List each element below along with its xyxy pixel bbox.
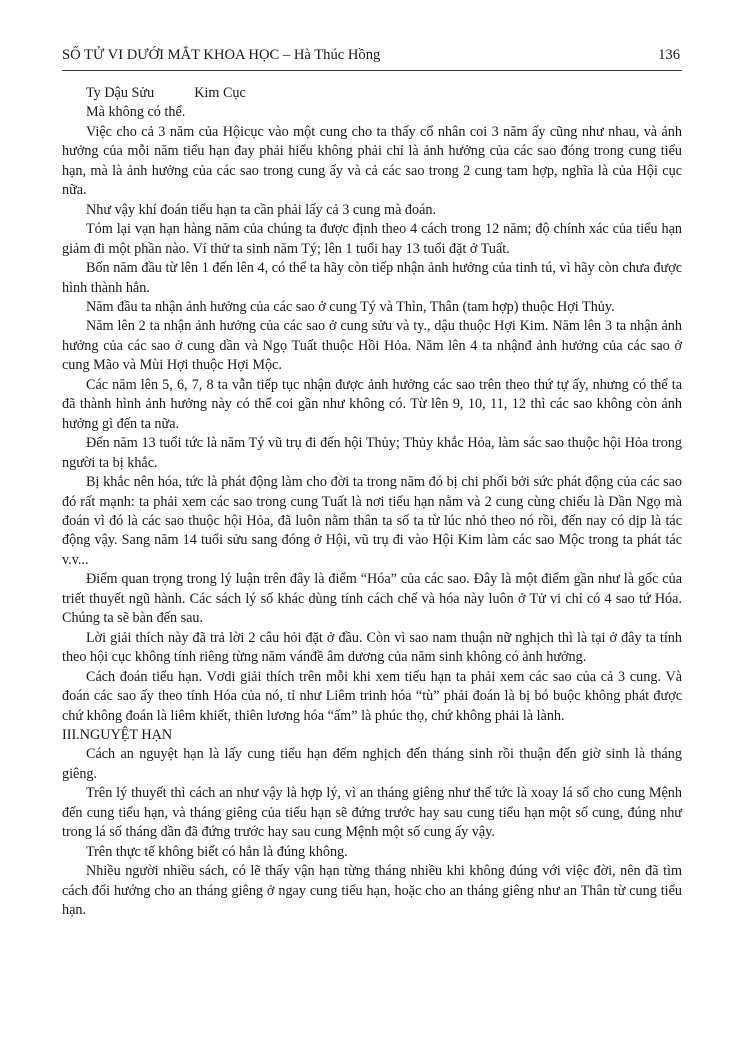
paragraph: Việc cho cả 3 năm của Hộicục vào một cung cho ta thấy cổ nhân coi 3 năm ấy cũng như nhau, và ảnh hưởng của mỗi năm tiểu hạn đay phải hiểu không phải chỉ là ảnh hưởng của các sao đóng trong cung tiểu hạn, mà là ảnh hưởng của các sao trong cung ấy và cả các sao trong 2 cung tam hợp, nghĩa là của Hội cục nữa. xyxy=(62,123,682,199)
paragraph: Mà không có thể. xyxy=(86,104,186,121)
paragraph: Nhiều người nhiều sách, có lẽ thấy vận hạn từng tháng nhiều khi không đúng với việc đời, nên đã tìm cách đổi hướng cho an tháng giêng ở ngay cung tiểu hạn, hoặc cho an tháng giêng như an Thân từ cung tiểu hạn. xyxy=(62,863,682,919)
paragraph: Lời giải thích này đã trả lời 2 câu hỏi đặt ở đầu. Còn vì sao nam thuận nữ nghịch thì là tại ở đây ta tính theo hội cục không tính riêng từng năm vánđề âm dương của năm sinh không có ảnh hưởng. xyxy=(62,629,682,666)
paragraph: Đến năm 13 tuổi tức là năm Tý vũ trụ đi đến hội Thủy; Thủy khắc Hỏa, làm sác sao thuộc hội Hỏa trong người ta bị khắc. xyxy=(62,435,682,471)
page-header xyxy=(62,44,682,71)
paragraph: Điểm quan trọng trong lý luận trên đây là điểm “Hóa” của các sao. Đây là một điểm gần như là gốc của triết thuyết ngũ hành. Các sách lý số khác dùng tính cách chế và hóa này luôn ở Tử vi chỉ có 4 sao tứ Hóa. Chúng ta sẽ bàn đến sau. xyxy=(62,571,682,627)
paragraph: Năm đầu ta nhận ảnh hưởng của các sao ở cung Tý và Thìn, Thân (tam hợp) thuộc Hợi Thủy. xyxy=(86,298,615,315)
first-line xyxy=(62,84,682,103)
paragraph: Tóm lại vạn hạn hàng năm của chúng ta được định theo 4 cách trong 12 năm; độ chính xác của tiểu hạn giảm đi một phần nào. Ví thử ta sinh năm Tý; lên 1 tuổi hay 13 tuổi đặt ở Tuất. xyxy=(62,221,682,257)
paragraph: Bị khắc nên hóa, tức là phát động làm cho đời ta trong năm đó bị chi phối bởi sức phát động của các sao đó rất mạnh: ta phải xem các sao trong cung Tuất là nơi tiểu hạn nằm và 2 cung cùng chiếu là Dần Ngọ mà đoán vì đó là các sao thuộc hội Hỏa, đã luôn nằm thân ta số ta từ lúc nhỏ theo nó rồi, đến nay có dịp là tác động vậy. Sang năm 14 tuổi sửu sang đóng ở Hội, vũ trụ đi vào Hội Kim làm các sao Mộc trong ta phát tác v.v... xyxy=(62,474,682,568)
page-number: 136 xyxy=(658,47,680,63)
paragraph: Như vậy khí đoán tiểu hạn ta cần phải lấy cả 3 cung mà đoán. xyxy=(86,201,437,218)
page-body xyxy=(62,84,682,920)
first-line-right: Kim Cục xyxy=(194,85,246,101)
paragraph: Trên thực tế không biết có hẳn là đúng không. xyxy=(86,843,348,860)
paragraph: Trên lý thuyết thì cách an như vậy là hợp lý, vì an tháng giêng như thế tức là xoay lá số cho cung Mệnh đến cung tiểu hạn, và tháng giêng của tiểu hạn sẽ đứng trước hay sau cung tiểu hạn một số cung, đúng như trong lá số tháng dần đã đứng trước hay sau cung Mệnh một số cung ấy vậy. xyxy=(62,785,682,841)
running-title: SỐ TỬ VI DƯỚI MẮT KHOA HỌC – Hà Thúc Hồng xyxy=(62,47,381,63)
paragraph: Các năm lên 5, 6, 7, 8 ta vẫn tiếp tục nhận được ảnh hưởng các sao trên theo thứ tự ấy, nhưng có thể ta đã thành hình ảnh hưởng này có thể coi gần như không có. Từ lên 9, 10, 11, 12 thì các sao không còn ảnh hưởng gì đến ta nữa. xyxy=(62,376,682,432)
paragraph: Cách đoán tiểu hạn. Vơdi giải thích trên mỗi khi xem tiểu hạn ta phải xem các sao của cả 3 cung. Và đoán các sao ấy theo tính Hóa của nó, tỉ như Liêm trinh hóa “tù” phải đoán là bị bó buộc không phát được chứ không đoán là liêm khiết, thiên lương hóa “ấm” là phúc thọ, chứ không phải là lành. xyxy=(62,668,682,724)
paragraph: Cách an nguyệt hạn là lấy cung tiểu hạn đếm nghịch đến tháng sinh rồi thuận đến giờ sinh là tháng giêng. xyxy=(62,746,682,782)
section-heading: III.NGUYỆT HẠN xyxy=(62,726,173,743)
first-line-left: Ty Dậu Sửu xyxy=(86,85,155,101)
paragraph: Năm lên 2 ta nhận ảnh hưởng của các sao ở cung sửu và ty., dậu thuộc Hợi Kim. Năm lên 3 ta nhận ảnh hưởng của các sao ở cung dần và Ngọ Tuất thuộc Hồi Hỏa. Năm lên 4 ta nhậnđ ảnh hưởng của các sao ở cung Mão và Mùi Hợi thuộc Hợi Mộc. xyxy=(62,318,682,374)
paragraph: Bốn năm đầu từ lên 1 đến lên 4, có thể ta hãy còn tiếp nhận ảnh hưởng của tinh tú, vì hãy còn chưa được hình thành hẳn. xyxy=(62,260,682,296)
